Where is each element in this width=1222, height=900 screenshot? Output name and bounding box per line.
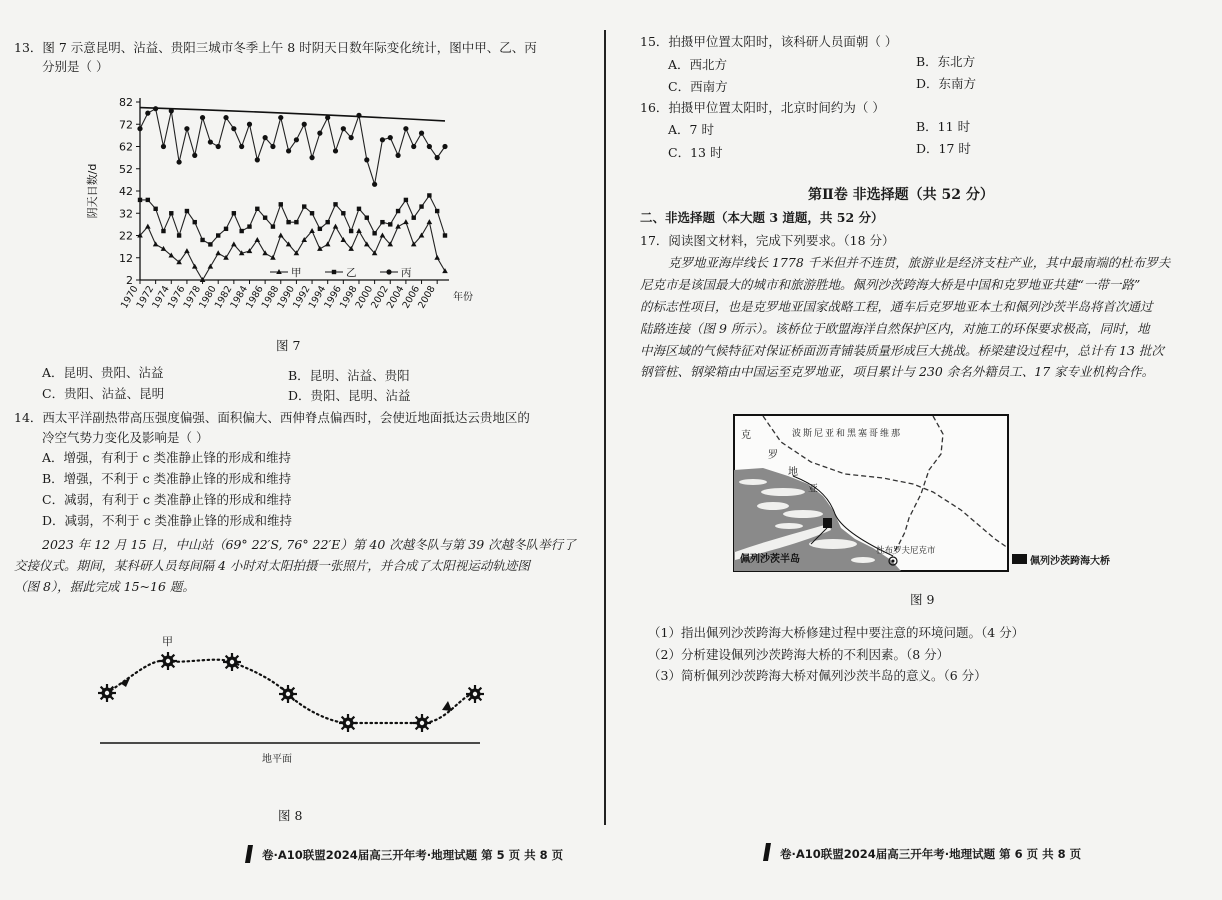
sun-icon <box>466 685 484 703</box>
q14-stem-line1: 14．西太平洋副热带高压强度偏强、面积偏大、西伸脊点偏西时，会使近地面抵达云贵地区的 <box>14 410 530 425</box>
data-point <box>192 264 198 269</box>
data-point <box>255 157 260 162</box>
data-point <box>395 153 400 158</box>
island <box>775 523 803 529</box>
y-tick-label: 62 <box>119 140 133 154</box>
data-point <box>223 115 228 120</box>
q17-stem: 17．阅读图文材料，完成下列要求。（18 分） <box>640 233 895 248</box>
fig8-label-jia: 甲 <box>162 635 173 648</box>
data-point <box>294 220 298 224</box>
sun-icon <box>339 714 357 732</box>
section-title: 第Ⅱ卷 非选择题（共 52 分） <box>808 187 994 203</box>
data-point <box>224 227 228 231</box>
data-point <box>262 250 268 255</box>
series-line-乙 <box>140 195 445 244</box>
island <box>809 539 857 549</box>
data-point <box>356 228 362 233</box>
city-dot <box>892 560 895 563</box>
data-point <box>310 211 314 215</box>
data-point <box>434 255 440 260</box>
data-point <box>341 211 345 215</box>
footer-right: 卷·A10联盟2024届高三开年考·地理试题 第 6 页 共 8 页 <box>780 847 1082 861</box>
q15-option-a[interactable]: A．西北方 <box>668 57 728 72</box>
sun-icon <box>98 684 116 702</box>
x-tick-label: 1992 <box>291 284 313 311</box>
data-point <box>333 202 337 206</box>
data-point <box>396 209 400 213</box>
data-point <box>302 122 307 127</box>
data-point <box>365 216 369 220</box>
data-point <box>161 144 166 149</box>
data-point <box>325 241 331 246</box>
data-point <box>442 144 447 149</box>
q17-question-2: （2）分析建设佩列沙茨跨海大桥的不利因素。（8 分） <box>648 647 950 662</box>
data-point <box>427 144 432 149</box>
data-point <box>309 155 314 160</box>
data-point <box>364 157 369 162</box>
data-point <box>419 204 423 208</box>
x-tick-label: 1978 <box>181 284 204 311</box>
data-point <box>356 113 361 118</box>
page-divider <box>604 30 606 825</box>
x-tick-label: 1998 <box>337 284 360 311</box>
data-point <box>247 224 251 228</box>
x-tick-label: 1988 <box>259 284 282 311</box>
data-point <box>333 224 339 229</box>
data-point <box>442 268 448 273</box>
x-tick-label: 2006 <box>400 284 423 311</box>
data-point <box>403 126 408 131</box>
data-point <box>177 159 182 164</box>
x-tick-label: 2002 <box>369 284 391 311</box>
sun-icon <box>413 714 431 732</box>
data-point <box>404 198 408 202</box>
data-point <box>435 155 440 160</box>
x-tick-label: 1986 <box>244 284 266 311</box>
brand-logo-left <box>240 843 262 870</box>
data-point <box>216 233 220 237</box>
y-tick-label: 2 <box>126 274 133 287</box>
legend-label: 甲 <box>291 267 302 279</box>
data-point <box>146 198 150 202</box>
q13-option-b[interactable]: B．昆明、沾益、贵阳 <box>288 368 410 383</box>
fig9-label-peninsula: 佩列沙茨半岛 <box>740 554 800 565</box>
data-point <box>208 139 213 144</box>
fig9-caption: 图 9 <box>910 592 935 607</box>
q17-material-3: 的标志性项目，也是克罗地亚国家战略工程，通车后克罗地亚本土和佩列沙茨半岛将首次通过 <box>640 299 1153 314</box>
q13-stem-line2: 分别是（ ） <box>42 59 109 74</box>
y-tick-label: 32 <box>119 207 133 221</box>
data-point <box>161 229 165 233</box>
q13-option-c[interactable]: C．贵阳、沾益、昆明 <box>42 386 165 401</box>
q14-option-a[interactable]: A．增强，有利于 c 类准静止锋的形成和维持 <box>42 450 291 465</box>
data-point <box>169 211 173 215</box>
x-tick-label: 2000 <box>353 284 376 311</box>
data-point <box>145 111 150 116</box>
island <box>761 488 805 496</box>
fig8-caption: 图 8 <box>278 808 303 823</box>
island <box>783 510 823 518</box>
data-point <box>263 216 267 220</box>
data-point <box>145 224 151 229</box>
data-point <box>239 229 243 233</box>
x-tick-label: 1990 <box>275 284 298 311</box>
q13-stem-line1: 13．图 7 示意昆明、沾益、贵阳三城市冬季上午 8 时阴天日数年际变化统计，图中甲、乙、丙 <box>14 40 537 55</box>
data-point <box>372 231 376 235</box>
fig9-label-ke: 克 <box>741 430 751 441</box>
q16-option-c[interactable]: C．13 时 <box>668 145 723 160</box>
data-point <box>349 229 353 233</box>
fig7-caption: 图 7 <box>276 338 301 353</box>
part2-heading: 二、非选择题（本大题 3 道题，共 52 分） <box>640 210 884 225</box>
data-point <box>341 126 346 131</box>
sun-icon <box>159 652 177 670</box>
data-point <box>380 233 386 238</box>
data-point <box>427 219 433 224</box>
data-point <box>231 241 237 246</box>
top-envelope-line <box>140 108 445 121</box>
x-tick-label: 1994 <box>306 284 329 311</box>
data-point <box>270 144 275 149</box>
intro-line2: 交接仪式。期间，某科研人员每间隔 4 小时对太阳拍摄一张照片，并合成了太阳视运动轨迹图 <box>14 558 530 573</box>
q14-option-d[interactable]: D．减弱，不利于 c 类准静止锋的形成和维持 <box>42 513 292 528</box>
sun-icon <box>279 685 297 703</box>
legend-marker <box>332 270 336 274</box>
data-point <box>333 148 338 153</box>
data-point <box>403 219 409 224</box>
q17-material-6: 钢管桩、钢梁箱由中国运至克罗地亚，项目累计与 230 余名外籍员工、17 家专业机构合作。 <box>640 364 1155 379</box>
data-point <box>153 106 158 111</box>
intro-line3: （图 8），据此完成 15~16 题。 <box>14 579 195 594</box>
data-point <box>294 137 299 142</box>
sun-icon <box>223 653 241 671</box>
data-point <box>137 126 142 131</box>
y-tick-label: 22 <box>119 229 133 243</box>
data-point <box>263 135 268 140</box>
data-point <box>388 222 392 226</box>
data-point <box>302 204 306 208</box>
data-point <box>239 144 244 149</box>
q17-question-3: （3）简析佩列沙茨跨海大桥对佩列沙茨半岛的意义。（6 分） <box>648 668 987 683</box>
data-point <box>325 115 330 120</box>
x-tick-label: 1984 <box>228 284 251 311</box>
fig9-label-di: 地 <box>788 467 798 478</box>
q17-material-1: 克罗地亚海岸线长 1778 千米但并不连贯，旅游业是经济支柱产业，其中最南端的杜布罗夫 <box>668 255 1171 270</box>
data-point <box>255 207 259 211</box>
data-point <box>232 211 236 215</box>
q13-option-a[interactable]: A．昆明、贵阳、沾益 <box>42 365 164 380</box>
data-point <box>435 209 439 213</box>
arrow-left-icon <box>120 678 130 687</box>
q16-option-a[interactable]: A．7 时 <box>668 122 714 137</box>
footer-left: 卷·A10联盟2024届高三开年考·地理试题 第 5 页 共 8 页 <box>262 848 564 862</box>
x-tick-label: 2008 <box>416 284 438 311</box>
island <box>739 479 767 485</box>
data-point <box>208 242 212 246</box>
q17-material-2: 尼克市是该国最大的城市和旅游胜地。佩列沙茨跨海大桥是中国和克罗地亚共建“一带一路” <box>640 277 1141 292</box>
q15-stem: 15．拍摄甲位置太阳时，该科研人员面朝（ ） <box>640 34 898 49</box>
fig9-label-ya: 亚 <box>808 484 818 495</box>
q17-material-4: 陆路连接（图 9 所示）。该桥位于欧盟海洋自然保护区内，对施工的环保要求极高，同时，地 <box>640 321 1150 336</box>
x-tick-label: 1972 <box>134 284 157 311</box>
brand-logo-right <box>758 841 780 868</box>
data-point <box>372 182 377 187</box>
data-point <box>215 250 221 255</box>
data-point <box>419 131 424 136</box>
data-point <box>419 233 425 238</box>
q14-option-b[interactable]: B．增强，不利于 c 类准静止锋的形成和维持 <box>42 471 292 486</box>
fig8-horizon-label: 地平面 <box>262 754 292 765</box>
y-axis-label: 阴天日数/d <box>86 163 99 219</box>
q16-option-b[interactable]: B．11 时 <box>916 119 971 134</box>
q14-stem-line2: 冷空气势力变化及影响是（ ） <box>42 430 209 445</box>
q16-stem: 16．拍摄甲位置太阳时，北京时间约为（ ） <box>640 100 885 115</box>
data-point <box>208 264 214 269</box>
data-point <box>200 115 205 120</box>
q15-option-d[interactable]: D．东南方 <box>916 76 977 91</box>
x-tick-label: 1970 <box>118 284 141 311</box>
data-point <box>427 193 431 197</box>
fig7-chart <box>80 90 550 340</box>
data-point <box>380 137 385 142</box>
x-axis-unit: 年份 <box>453 292 473 303</box>
data-point <box>271 224 275 228</box>
data-point <box>364 241 370 246</box>
q17-material-5: 中海区域的气候特征对保证桥面沥青铺装质量形成巨大挑战。桥梁建设过程中，总计有 13 批次 <box>640 343 1164 358</box>
data-point <box>309 228 315 233</box>
intro-line1: 2023 年 12 月 15 日，中山站（69° 22′S, 76° 22′E）第 40 次越冬队与第 39 次越冬队举行了 <box>42 537 576 552</box>
data-point <box>169 108 174 113</box>
x-tick-label: 1996 <box>322 284 344 311</box>
fig9-label-bosnia: 波斯尼亚和黑塞哥维那 <box>792 429 903 439</box>
data-point <box>153 241 159 246</box>
island <box>757 502 789 510</box>
x-tick-label: 2004 <box>384 284 407 311</box>
data-point <box>341 237 347 242</box>
data-point <box>255 237 261 242</box>
x-tick-label: 1982 <box>212 284 235 311</box>
data-point <box>192 153 197 158</box>
data-point <box>443 233 447 237</box>
y-tick-label: 72 <box>119 118 133 132</box>
data-point <box>184 248 190 253</box>
series-line-丙 <box>140 109 445 185</box>
x-tick-label: 1976 <box>165 284 188 311</box>
data-point <box>318 227 322 231</box>
data-point <box>185 209 189 213</box>
fig9-label-luo: 罗 <box>768 450 778 461</box>
q14-option-c[interactable]: C．减弱，有利于 c 类准静止锋的形成和维持 <box>42 492 292 507</box>
data-point <box>380 220 384 224</box>
x-tick-label: 1980 <box>197 284 219 311</box>
data-point <box>153 207 157 211</box>
legend-marker <box>386 269 391 274</box>
q15-option-b[interactable]: B．东北方 <box>916 54 976 69</box>
data-point <box>279 202 283 206</box>
data-point <box>286 148 291 153</box>
data-point <box>317 131 322 136</box>
arrow-right-icon <box>442 701 452 711</box>
legend-bridge-swatch <box>1012 554 1027 564</box>
data-point <box>278 233 284 238</box>
data-point <box>388 135 393 140</box>
y-tick-label: 82 <box>119 96 133 109</box>
q16-option-d[interactable]: D．17 时 <box>916 141 971 156</box>
data-point <box>193 220 197 224</box>
data-point <box>216 144 221 149</box>
data-point <box>200 238 204 242</box>
data-point <box>247 122 252 127</box>
bridge-marker <box>823 518 832 528</box>
data-point <box>349 135 354 140</box>
y-tick-label: 52 <box>119 162 133 176</box>
q17-question-1: （1）指出佩列沙茨跨海大桥修建过程中要注意的环境问题。（4 分） <box>648 625 1025 640</box>
data-point <box>286 220 290 224</box>
data-point <box>411 144 416 149</box>
data-point <box>138 198 142 202</box>
fig8-sun-path <box>92 628 492 768</box>
data-point <box>357 207 361 211</box>
data-point <box>278 115 283 120</box>
data-point <box>231 126 236 131</box>
island <box>851 557 875 563</box>
fig9-legend-bridge: 佩列沙茨跨海大桥 <box>1030 556 1110 567</box>
legend-label: 乙 <box>346 267 357 279</box>
q15-option-c[interactable]: C．西南方 <box>668 79 728 94</box>
data-point <box>412 216 416 220</box>
x-tick-label: 1974 <box>150 284 172 311</box>
fig9-label-city: 杜布罗夫尼克市 <box>876 546 936 556</box>
data-point <box>184 126 189 131</box>
data-point <box>177 233 181 237</box>
y-tick-label: 12 <box>119 251 133 265</box>
q13-option-d[interactable]: D．贵阳、昆明、沾益 <box>288 388 411 403</box>
data-point <box>325 220 329 224</box>
legend-label: 丙 <box>401 267 412 279</box>
y-tick-label: 42 <box>119 185 133 198</box>
